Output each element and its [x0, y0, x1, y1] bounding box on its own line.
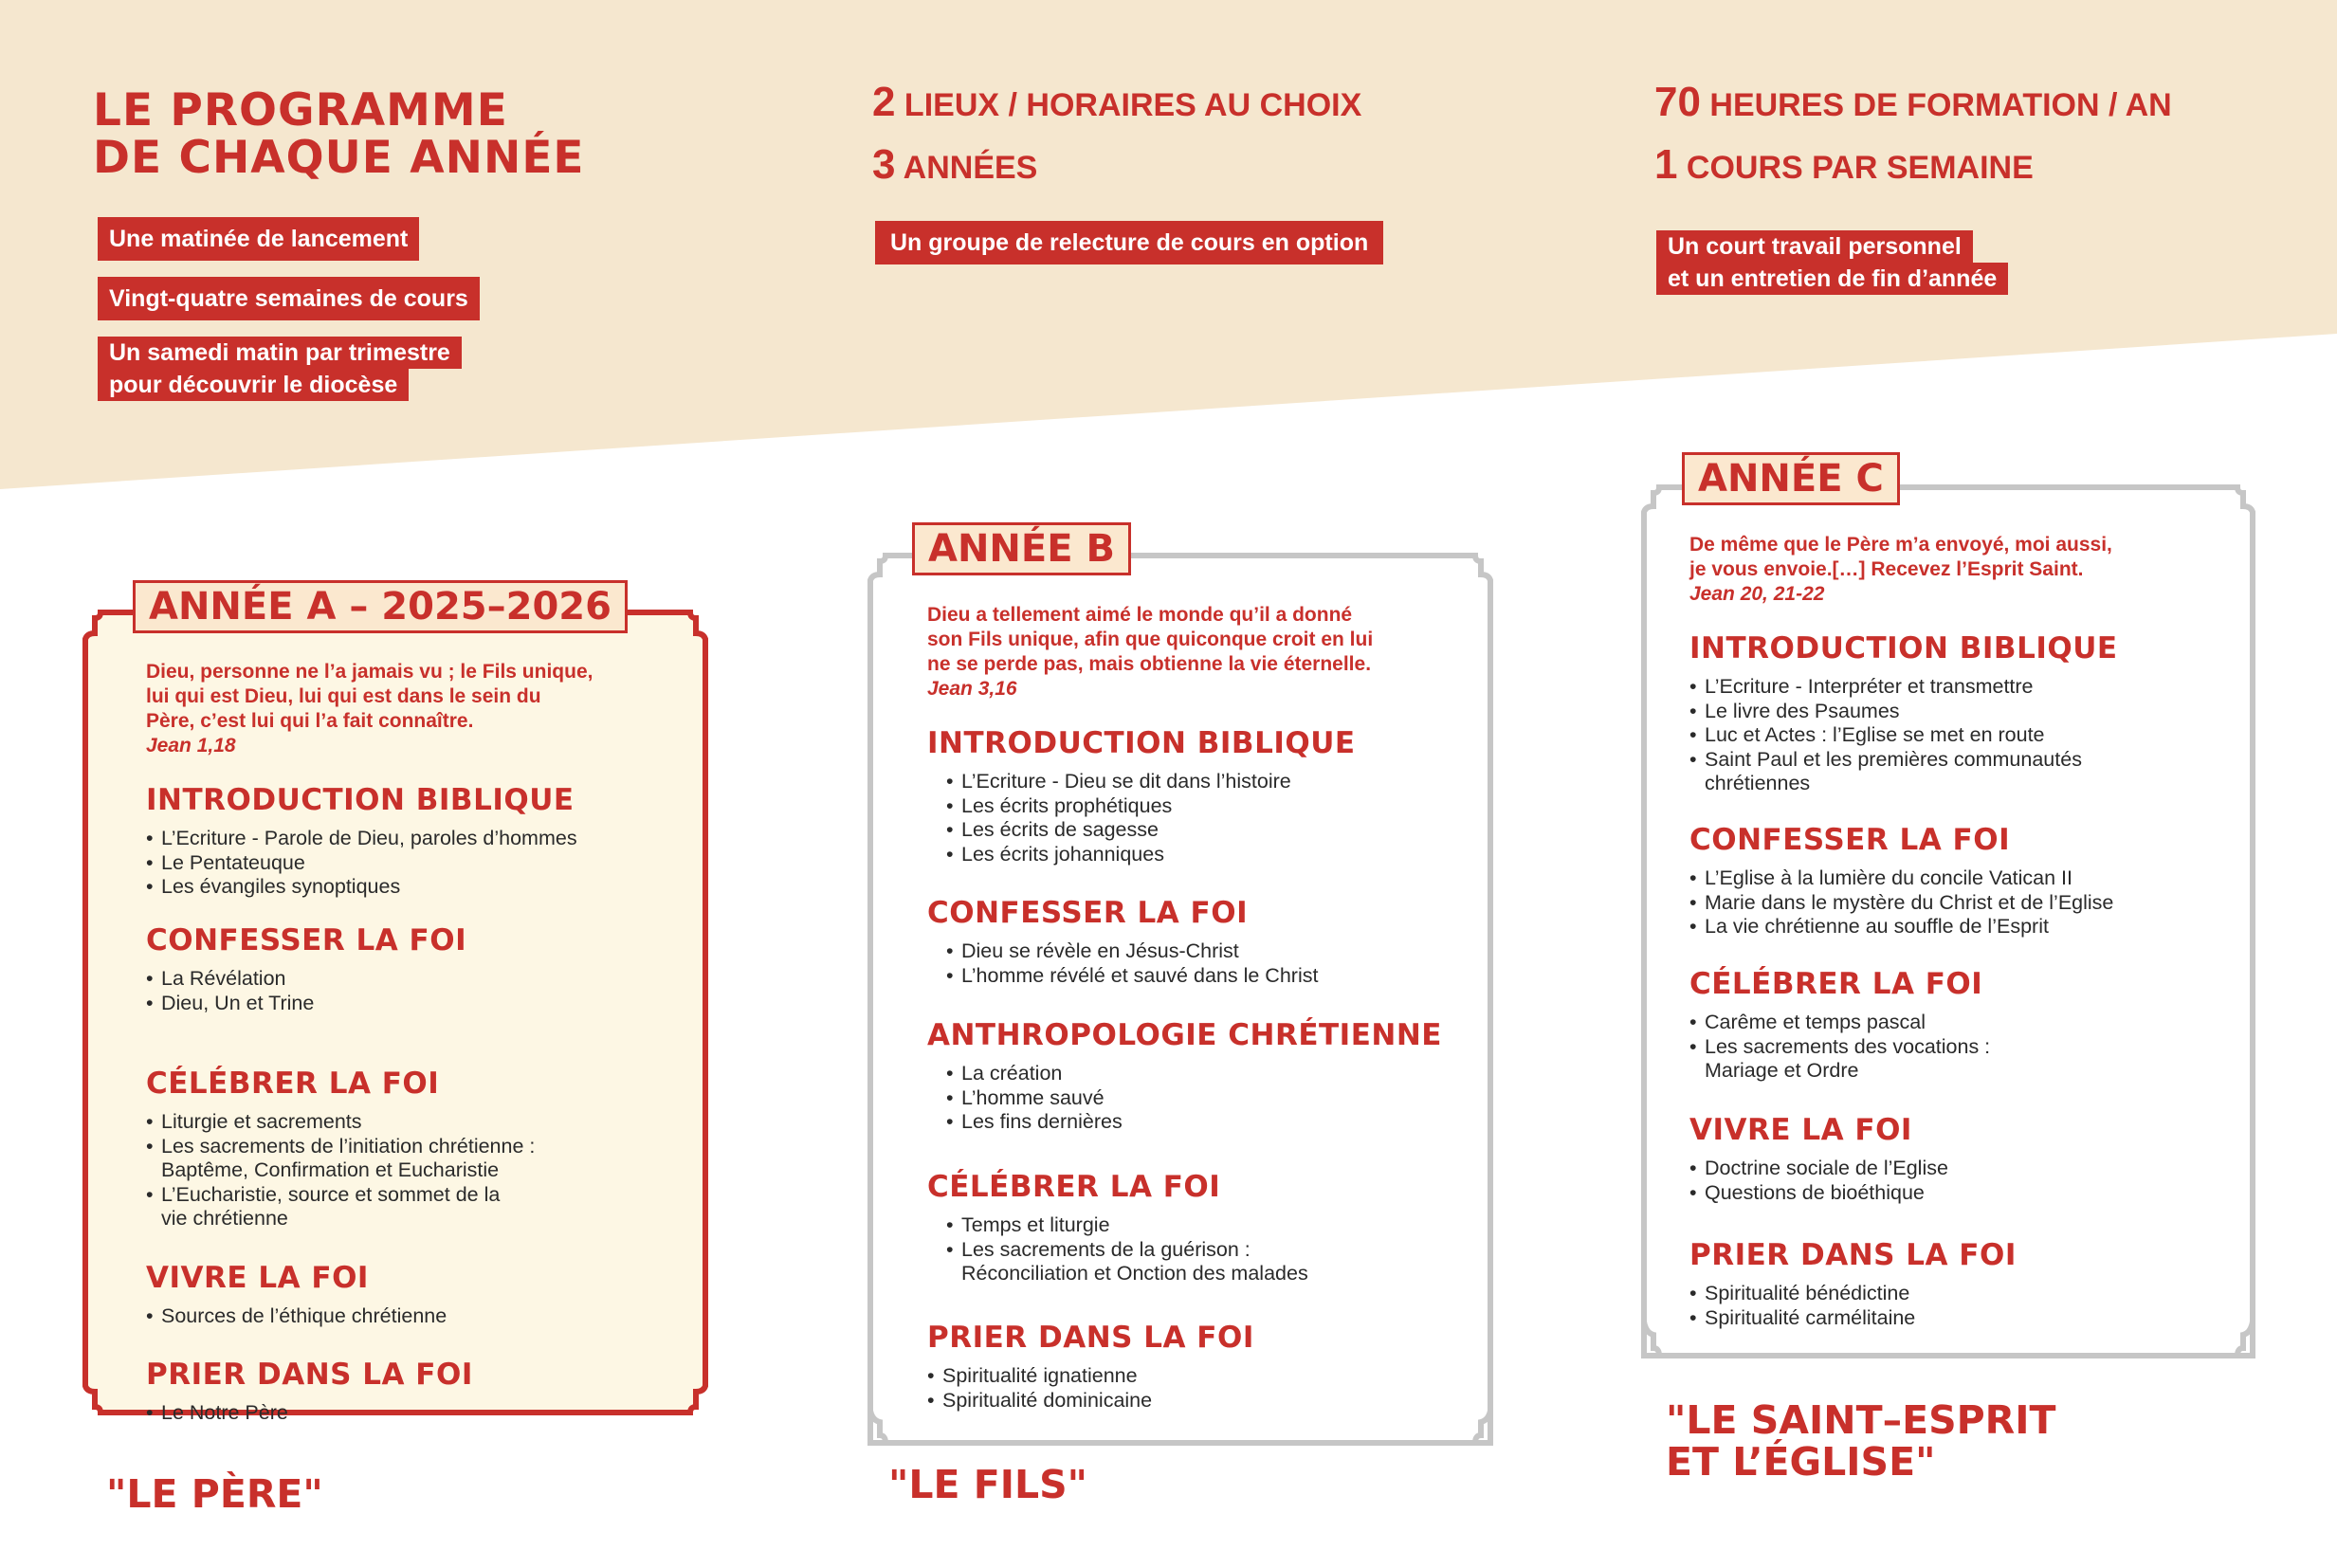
- tag-personal-work: [1656, 230, 2019, 295]
- motto-year-a: [106, 1473, 323, 1515]
- tag-weeks-of-course: Vingt-quatre semaines de cours: [98, 277, 480, 320]
- section-b-intro-biblique: [927, 726, 1356, 866]
- list-item: [946, 1262, 1308, 1286]
- section-title: INTRODUCTION BIBLIQUE: [1689, 631, 2118, 665]
- list-item: • Les écrits prophétiques: [946, 794, 1356, 819]
- tag-saturday-line2: pour découvrir le diocèse: [98, 369, 409, 401]
- list-item: • L’homme révélé et sauvé dans le Christ: [946, 964, 1318, 989]
- list-item: • Les écrits johanniques: [946, 843, 1356, 867]
- list-item-continuation: chrétiennes: [1705, 772, 1811, 795]
- motto-c-line2: ET L’ÉGLISE": [1666, 1439, 1936, 1485]
- section-title: CONFESSER LA FOI: [927, 896, 1249, 930]
- section-title: PRIER DANS LA FOI: [927, 1321, 1254, 1355]
- page-title: [93, 84, 585, 184]
- page-title-line2: DE CHAQUE ANNÉE: [93, 132, 585, 184]
- quote-year-a: [146, 660, 593, 758]
- section-b-celebrer: [927, 1170, 1308, 1286]
- tag-saturday-trimester: [98, 337, 473, 401]
- motto-year-b: [888, 1464, 1087, 1505]
- stat-years-number: 3: [872, 141, 896, 188]
- list-item: • Carême et temps pascal: [1689, 1011, 1990, 1035]
- stat-places-number: 2: [872, 79, 896, 125]
- section-b-confesser: [927, 896, 1318, 988]
- stat-places: [872, 79, 1362, 125]
- section-c-prier: [1689, 1238, 2017, 1330]
- badge-year-b: ANNÉE B: [912, 522, 1131, 575]
- section-title: INTRODUCTION BIBLIQUE: [927, 726, 1356, 760]
- section-a-intro-biblique: [146, 783, 577, 900]
- list-item: • L’Ecriture - Parole de Dieu, paroles d’hommes: [146, 827, 577, 851]
- motto-year-c: [1666, 1399, 2055, 1483]
- quote-a-line3: Père, c’est lui qui l’a fait connaître.: [146, 710, 474, 732]
- quote-b-line1: Dieu a tellement aimé le monde qu’il a donné: [927, 604, 1353, 626]
- list-item: • Spiritualité carmélitaine: [1689, 1306, 2017, 1331]
- stat-courses-text: COURS PAR SEMAINE: [1677, 150, 2034, 186]
- list-item: [146, 1158, 535, 1183]
- list-item: • La Révélation: [146, 967, 466, 992]
- stat-hours-number: 70: [1654, 79, 1701, 125]
- section-title: CÉLÉBRER LA FOI: [146, 1067, 440, 1101]
- quote-a-ref: Jean 1,18: [146, 735, 236, 757]
- tag-saturday-line1: Un samedi matin par trimestre: [98, 337, 462, 369]
- motto-c-line1: "LE SAINT–ESPRIT: [1666, 1397, 2056, 1443]
- list-item: • Liturgie et sacrements: [146, 1110, 535, 1135]
- tag-launch-morning: Une matinée de lancement: [98, 217, 419, 261]
- card-year-b: [865, 520, 1496, 1450]
- stat-courses-number: 1: [1654, 141, 1678, 188]
- section-title: ANTHROPOLOGIE CHRÉTIENNE: [927, 1018, 1442, 1052]
- section-c-confesser: [1689, 823, 2113, 939]
- section-b-anthropologie: [927, 1018, 1442, 1135]
- list-item: • Les sacrements de la guérison :: [946, 1238, 1308, 1263]
- quote-a-line2: lui qui est Dieu, lui qui est dans le sein du: [146, 685, 541, 707]
- list-item: • L’Eucharistie, source et sommet de la: [146, 1183, 535, 1208]
- section-b-prier: [927, 1321, 1254, 1413]
- quote-year-c: [1689, 533, 2112, 607]
- section-c-intro-biblique: [1689, 631, 2118, 796]
- list-item: • Les écrits de sagesse: [946, 818, 1356, 843]
- motto-b-line1: "LE FILS": [888, 1462, 1088, 1507]
- section-title: INTRODUCTION BIBLIQUE: [146, 783, 575, 817]
- list-item: • Temps et liturgie: [946, 1213, 1308, 1238]
- stat-places-text: LIEUX / HORAIRES AU CHOIX: [895, 87, 1362, 123]
- list-item: • Sources de l’éthique chrétienne: [146, 1304, 447, 1329]
- list-item: • Spiritualité ignatienne: [927, 1364, 1254, 1389]
- quote-a-line1: Dieu, personne ne l’a jamais vu ; le Fils unique,: [146, 661, 593, 683]
- section-title: PRIER DANS LA FOI: [146, 1358, 473, 1392]
- quote-b-line2: son Fils unique, afin que quiconque croit en lui: [927, 629, 1374, 650]
- section-title: CONFESSER LA FOI: [1689, 823, 2011, 857]
- list-item: • L’Ecriture - Interpréter et transmettre: [1689, 675, 2118, 700]
- list-item: • Dieu, Un et Trine: [146, 992, 466, 1016]
- list-item-continuation: Réconciliation et Onction des malades: [961, 1262, 1308, 1285]
- list-item-continuation: Mariage et Ordre: [1705, 1059, 1859, 1083]
- badge-year-a: ANNÉE A – 2025–2026: [133, 580, 628, 633]
- list-item: • La vie chrétienne au souffle de l’Esprit: [1689, 915, 2113, 939]
- list-item: • La création: [946, 1062, 1442, 1086]
- section-title: VIVRE LA FOI: [1689, 1113, 1912, 1147]
- list-item: • L’Eglise à la lumière du concile Vatican II: [1689, 866, 2113, 891]
- section-c-celebrer: [1689, 967, 1990, 1084]
- motto-a-line1: "LE PÈRE": [106, 1471, 323, 1517]
- stat-courses: [1654, 141, 2034, 188]
- list-item: • Spiritualité dominicaine: [927, 1389, 1254, 1413]
- tag-personal-work-line1: Un court travail personnel: [1656, 230, 1973, 263]
- section-title: PRIER DANS LA FOI: [1689, 1238, 2017, 1272]
- list-item: • Le Pentateuque: [146, 851, 577, 876]
- list-item: [1689, 772, 2118, 796]
- list-item: • Doctrine sociale de l’Eglise: [1689, 1157, 1948, 1181]
- quote-b-ref: Jean 3,16: [927, 678, 1017, 700]
- list-item: • L’Ecriture - Dieu se dit dans l’histoire: [946, 770, 1356, 794]
- list-item-continuation: Baptême, Confirmation et Eucharistie: [161, 1158, 500, 1182]
- list-item: • Le livre des Psaumes: [1689, 700, 2118, 724]
- list-item: • Luc et Actes : l’Eglise se met en route: [1689, 723, 2118, 748]
- quote-c-ref: Jean 20, 21-22: [1689, 583, 1825, 605]
- list-item: • L’homme sauvé: [946, 1086, 1442, 1111]
- list-item: • Les sacrements de l’initiation chrétienne :: [146, 1135, 535, 1159]
- quote-year-b: [927, 603, 1373, 702]
- list-item: • Spiritualité bénédictine: [1689, 1282, 2017, 1306]
- section-a-prier: [146, 1358, 473, 1426]
- tag-personal-work-line2: et un entretien de fin d’année: [1656, 263, 2008, 295]
- section-title: CÉLÉBRER LA FOI: [927, 1170, 1221, 1204]
- list-item: • Les évangiles synoptiques: [146, 875, 577, 900]
- quote-b-line3: ne se perde pas, mais obtienne la vie éternelle.: [927, 653, 1372, 675]
- card-year-c: [1638, 449, 2258, 1371]
- section-title: CÉLÉBRER LA FOI: [1689, 967, 1983, 1001]
- quote-c-line1: De même que le Père m’a envoyé, moi aussi,: [1689, 534, 2112, 556]
- stat-years-text: ANNÉES: [895, 150, 1038, 186]
- list-item: • Les fins dernières: [946, 1110, 1442, 1135]
- stat-hours: [1654, 79, 2172, 125]
- list-item: • Questions de bioéthique: [1689, 1181, 1948, 1206]
- section-title: VIVRE LA FOI: [146, 1261, 369, 1295]
- section-a-confesser: [146, 923, 466, 1015]
- badge-year-c: ANNÉE C: [1682, 452, 1900, 505]
- section-title: CONFESSER LA FOI: [146, 923, 467, 957]
- list-item: • Saint Paul et les premières communautés: [1689, 748, 2118, 773]
- list-item: [146, 1207, 535, 1231]
- list-item-continuation: vie chrétienne: [161, 1207, 288, 1231]
- list-item: • Marie dans le mystère du Christ et de l’Eglise: [1689, 891, 2113, 916]
- section-a-vivre: [146, 1261, 447, 1329]
- section-c-vivre: [1689, 1113, 1948, 1205]
- list-item: [1689, 1059, 1990, 1084]
- stat-hours-text: HEURES DE FORMATION / AN: [1700, 87, 2172, 123]
- tag-review-group: Un groupe de relecture de cours en option: [875, 221, 1383, 264]
- quote-c-line2: je vous envoie.[…] Recevez l’Esprit Saint.: [1689, 558, 2084, 580]
- list-item: • Dieu se révèle en Jésus-Christ: [946, 939, 1318, 964]
- stat-years: [872, 141, 1038, 188]
- card-year-a: [80, 569, 711, 1460]
- page-title-line1: LE PROGRAMME: [93, 84, 508, 137]
- list-item: • Le Notre Père: [146, 1401, 473, 1426]
- section-a-celebrer: [146, 1067, 535, 1231]
- list-item: • Les sacrements des vocations :: [1689, 1035, 1990, 1060]
